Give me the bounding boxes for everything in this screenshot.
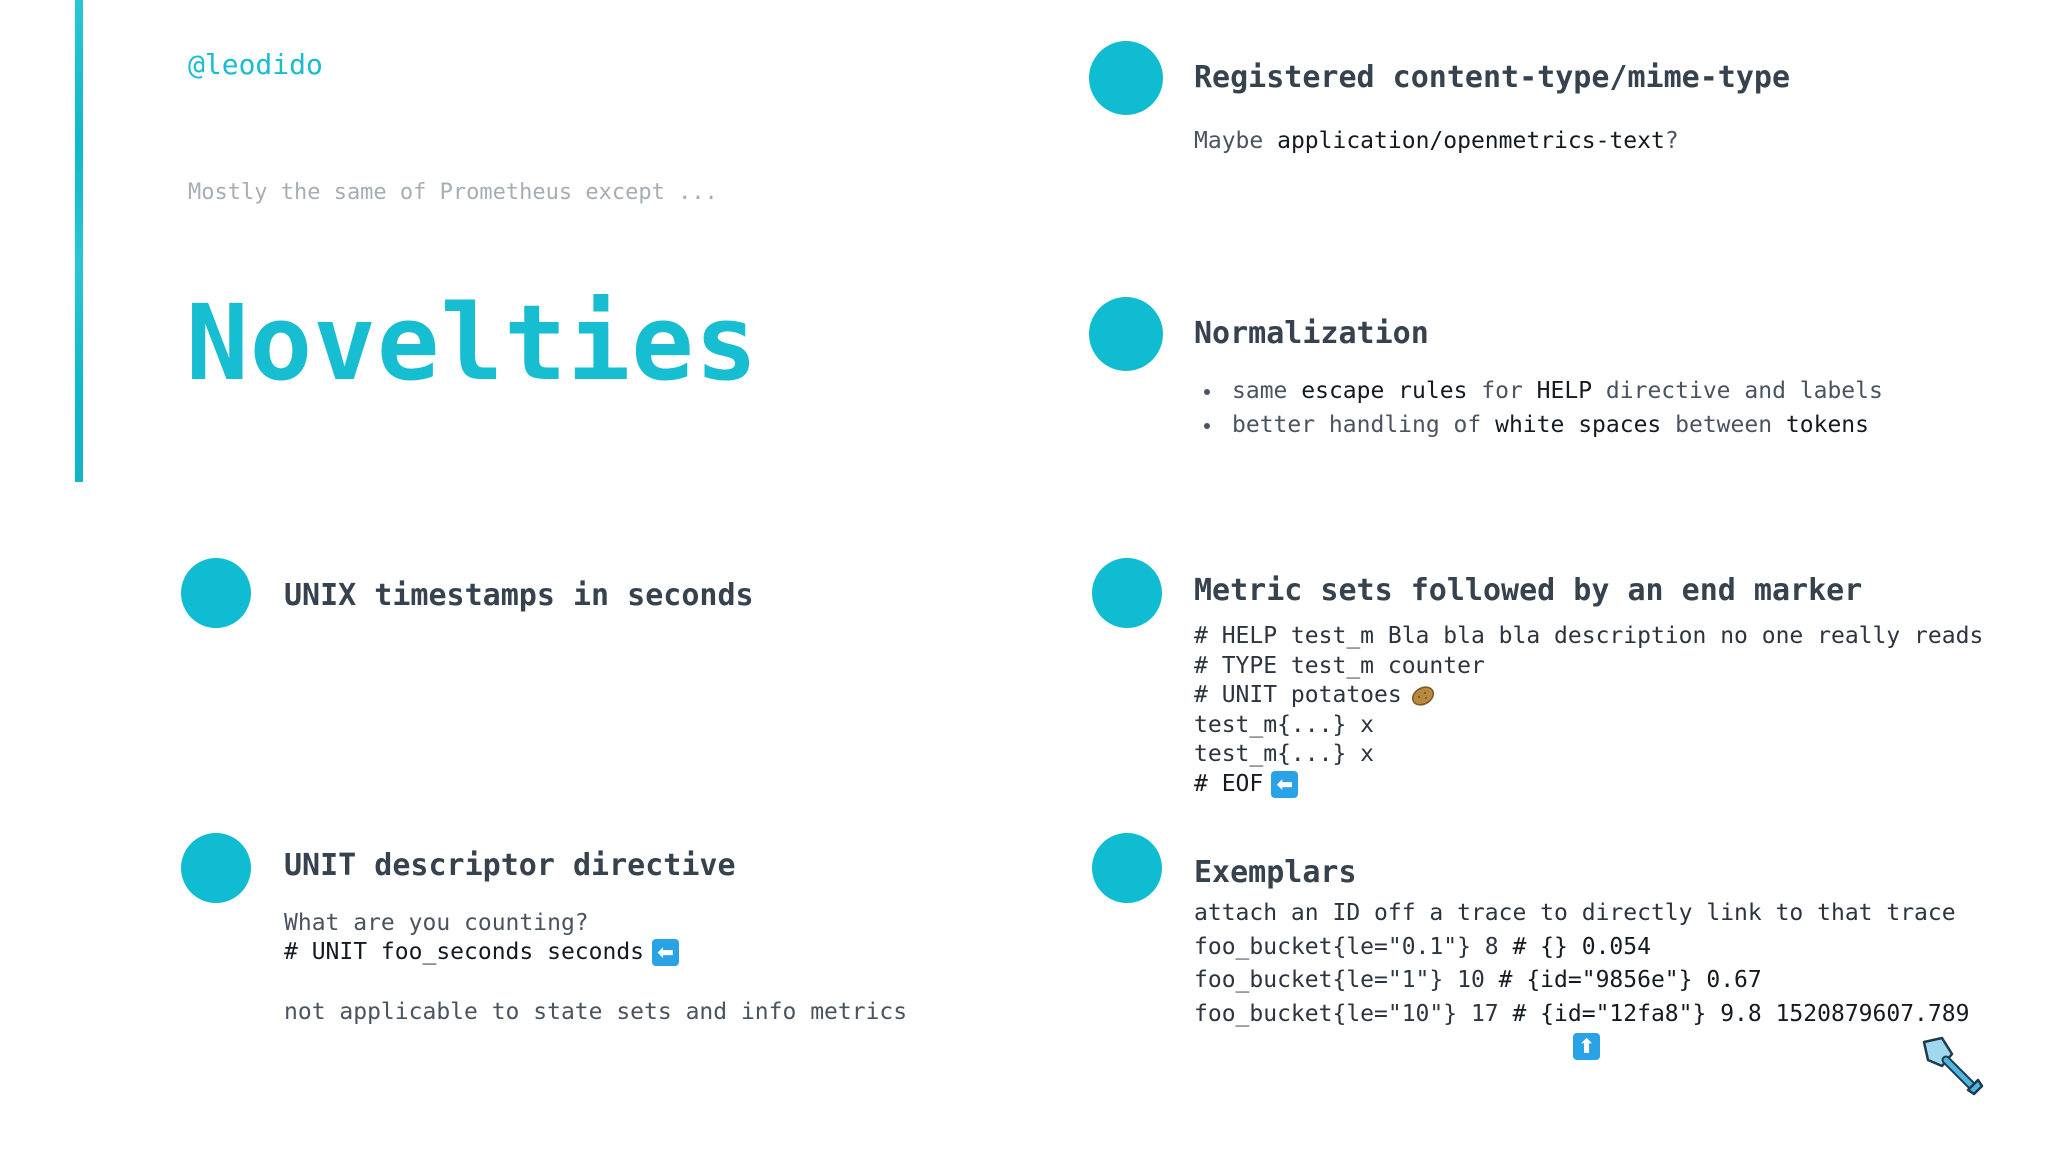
timestamps-heading: UNIX timestamps in seconds (284, 578, 754, 613)
code-line: # HELP test_m Bla bla bla description no one really reads (1194, 623, 1984, 649)
normalization-heading: Normalization (1194, 316, 1429, 351)
bullet-circle-icon (1092, 833, 1162, 903)
left-arrow-icon: ⬅ (1271, 771, 1298, 798)
exemplar-text: # {} 0.054 (1498, 933, 1651, 960)
bullet-circle-icon (1092, 558, 1162, 628)
unit-note: not applicable to state sets and info metrics (284, 999, 908, 1025)
mime-text (1194, 126, 1679, 156)
shovel-icon (1918, 1032, 1986, 1100)
bullet-circle-icon (1089, 297, 1163, 371)
code-line (1194, 998, 1969, 1032)
bullet-circle-icon (181, 833, 251, 903)
mime-heading: Registered content-type/mime-type (1194, 60, 1791, 95)
unit-code (284, 937, 679, 967)
code-line-text: # UNIT potatoes (1194, 682, 1402, 709)
normalization-list (1204, 374, 1883, 442)
bullet-circle-icon (1089, 41, 1163, 115)
up-arrow-icon: ⬆ (1573, 1033, 1600, 1060)
bullet-circle-icon (181, 558, 251, 628)
list-item (1204, 408, 1883, 442)
exemplar-text: # {id="9856e"} 0.67 (1484, 967, 1762, 993)
slide-subtitle: Mostly the same of Prometheus except ... (188, 180, 718, 205)
mime-type-code: application/openmetrics-text (1277, 128, 1665, 154)
potato-icon (1410, 685, 1436, 707)
left-arrow-icon: ⬅ (652, 939, 679, 966)
exemplars-code (1194, 897, 1969, 1031)
exemplars-heading: Exemplars (1194, 855, 1357, 890)
code-line (1194, 681, 1983, 711)
list-item-text: directive and labels (1592, 378, 1883, 404)
unit-heading: UNIT descriptor directive (284, 848, 736, 883)
code-line-text: foo_bucket{le="0.1"} 8 (1194, 933, 1499, 960)
code-line (1194, 964, 1969, 998)
mime-text-suffix: ? (1664, 128, 1679, 154)
author-handle: @leodido (188, 48, 323, 81)
metric-sets-heading: Metric sets followed by an end marker (1194, 573, 1863, 608)
list-item (1204, 374, 1883, 408)
mime-text-prefix: Maybe (1194, 128, 1278, 154)
metric-sets-code (1194, 622, 1983, 800)
slide-title: Novelties (186, 282, 759, 404)
list-item-text: same (1232, 378, 1302, 404)
keyword-tokens: tokens (1785, 412, 1869, 438)
code-line-text: foo_bucket{le="10"} 17 (1194, 1000, 1499, 1027)
keyword-help: HELP (1536, 378, 1593, 404)
code-line (1194, 931, 1969, 965)
code-line: test_m{...} x (1194, 711, 1375, 738)
list-item-text: better handling of (1232, 412, 1496, 438)
code-line (1194, 770, 1983, 800)
code-line: # TYPE test_m counter (1194, 652, 1485, 679)
keyword-white-spaces: white spaces (1495, 412, 1662, 438)
exemplar-text: # {id="12fa8"} 9.8 1520879607.789 (1498, 1000, 1970, 1027)
keyword-escape-rules: escape rules (1301, 378, 1468, 404)
accent-bar (75, 0, 83, 482)
unit-question: What are you counting? (284, 910, 589, 936)
code-line: test_m{...} x (1194, 741, 1375, 768)
exemplars-description: attach an ID off a trace to directly link to that trace (1194, 900, 1956, 926)
code-line-text: # EOF (1194, 770, 1264, 797)
unit-code-text: # UNIT foo_seconds seconds (284, 939, 645, 965)
list-item-text: between (1661, 412, 1786, 438)
list-item-text: for (1467, 378, 1537, 404)
code-line-text: foo_bucket{le="1"} 10 (1194, 967, 1485, 993)
